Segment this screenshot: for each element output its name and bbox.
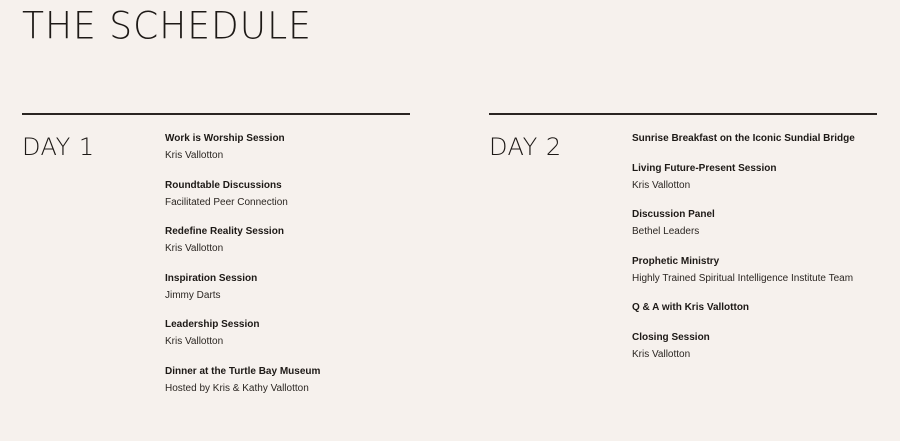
day-1-divider: [22, 113, 410, 115]
session-speaker: Facilitated Peer Connection: [165, 196, 288, 208]
day-2-divider: [489, 113, 877, 115]
session-speaker: Kris Vallotton: [632, 348, 691, 360]
session-speaker: Kris Vallotton: [165, 150, 224, 161]
day-1-session-list: [165, 131, 320, 410]
session-item: [632, 161, 855, 194]
session-title: Q & A with Kris Vallotton: [632, 302, 750, 313]
session-item: [165, 224, 320, 257]
day-2-section: [489, 113, 877, 360]
session-item: [632, 131, 855, 147]
session-speaker: Jimmy Darts: [165, 289, 221, 301]
session-item: [165, 271, 320, 304]
session-speaker: Bethel Leaders: [632, 226, 700, 237]
session-item: [632, 300, 855, 316]
session-title: Living Future-Present Session: [632, 162, 777, 174]
day-1-section: [22, 113, 410, 394]
session-item: [165, 317, 320, 350]
session-speaker: Kris Vallotton: [632, 179, 691, 191]
session-item: [165, 364, 320, 397]
session-title: Work is Worship Session: [165, 133, 285, 144]
day-2-heading: DAY 2: [489, 133, 562, 161]
session-item: [632, 330, 855, 363]
session-item: [165, 131, 320, 164]
session-item: [632, 207, 855, 240]
session-title: Roundtable Discussions: [165, 179, 282, 191]
session-title: Inspiration Session: [165, 272, 258, 284]
session-item: [165, 178, 320, 211]
day-1-heading: DAY 1: [22, 133, 95, 161]
session-item: [632, 254, 855, 287]
session-speaker: Highly Trained Spiritual Intelligence Institute Team: [632, 272, 854, 284]
session-title: Closing Session: [632, 331, 710, 343]
day-2-session-list: [632, 131, 855, 376]
session-title: Sunrise Breakfast on the Iconic Sundial Bridge: [632, 133, 855, 144]
session-speaker: Hosted by Kris & Kathy Vallotton: [165, 382, 309, 394]
session-title: Prophetic Ministry: [632, 255, 720, 267]
session-title: Leadership Session: [165, 319, 260, 330]
session-speaker: Kris Vallotton: [165, 336, 224, 347]
session-title: Dinner at the Turtle Bay Museum: [165, 365, 321, 377]
session-speaker: Kris Vallotton: [165, 243, 224, 254]
session-title: Discussion Panel: [632, 209, 715, 220]
session-title: Redefine Reality Session: [165, 226, 284, 237]
page-title: THE SCHEDULE: [22, 4, 312, 48]
